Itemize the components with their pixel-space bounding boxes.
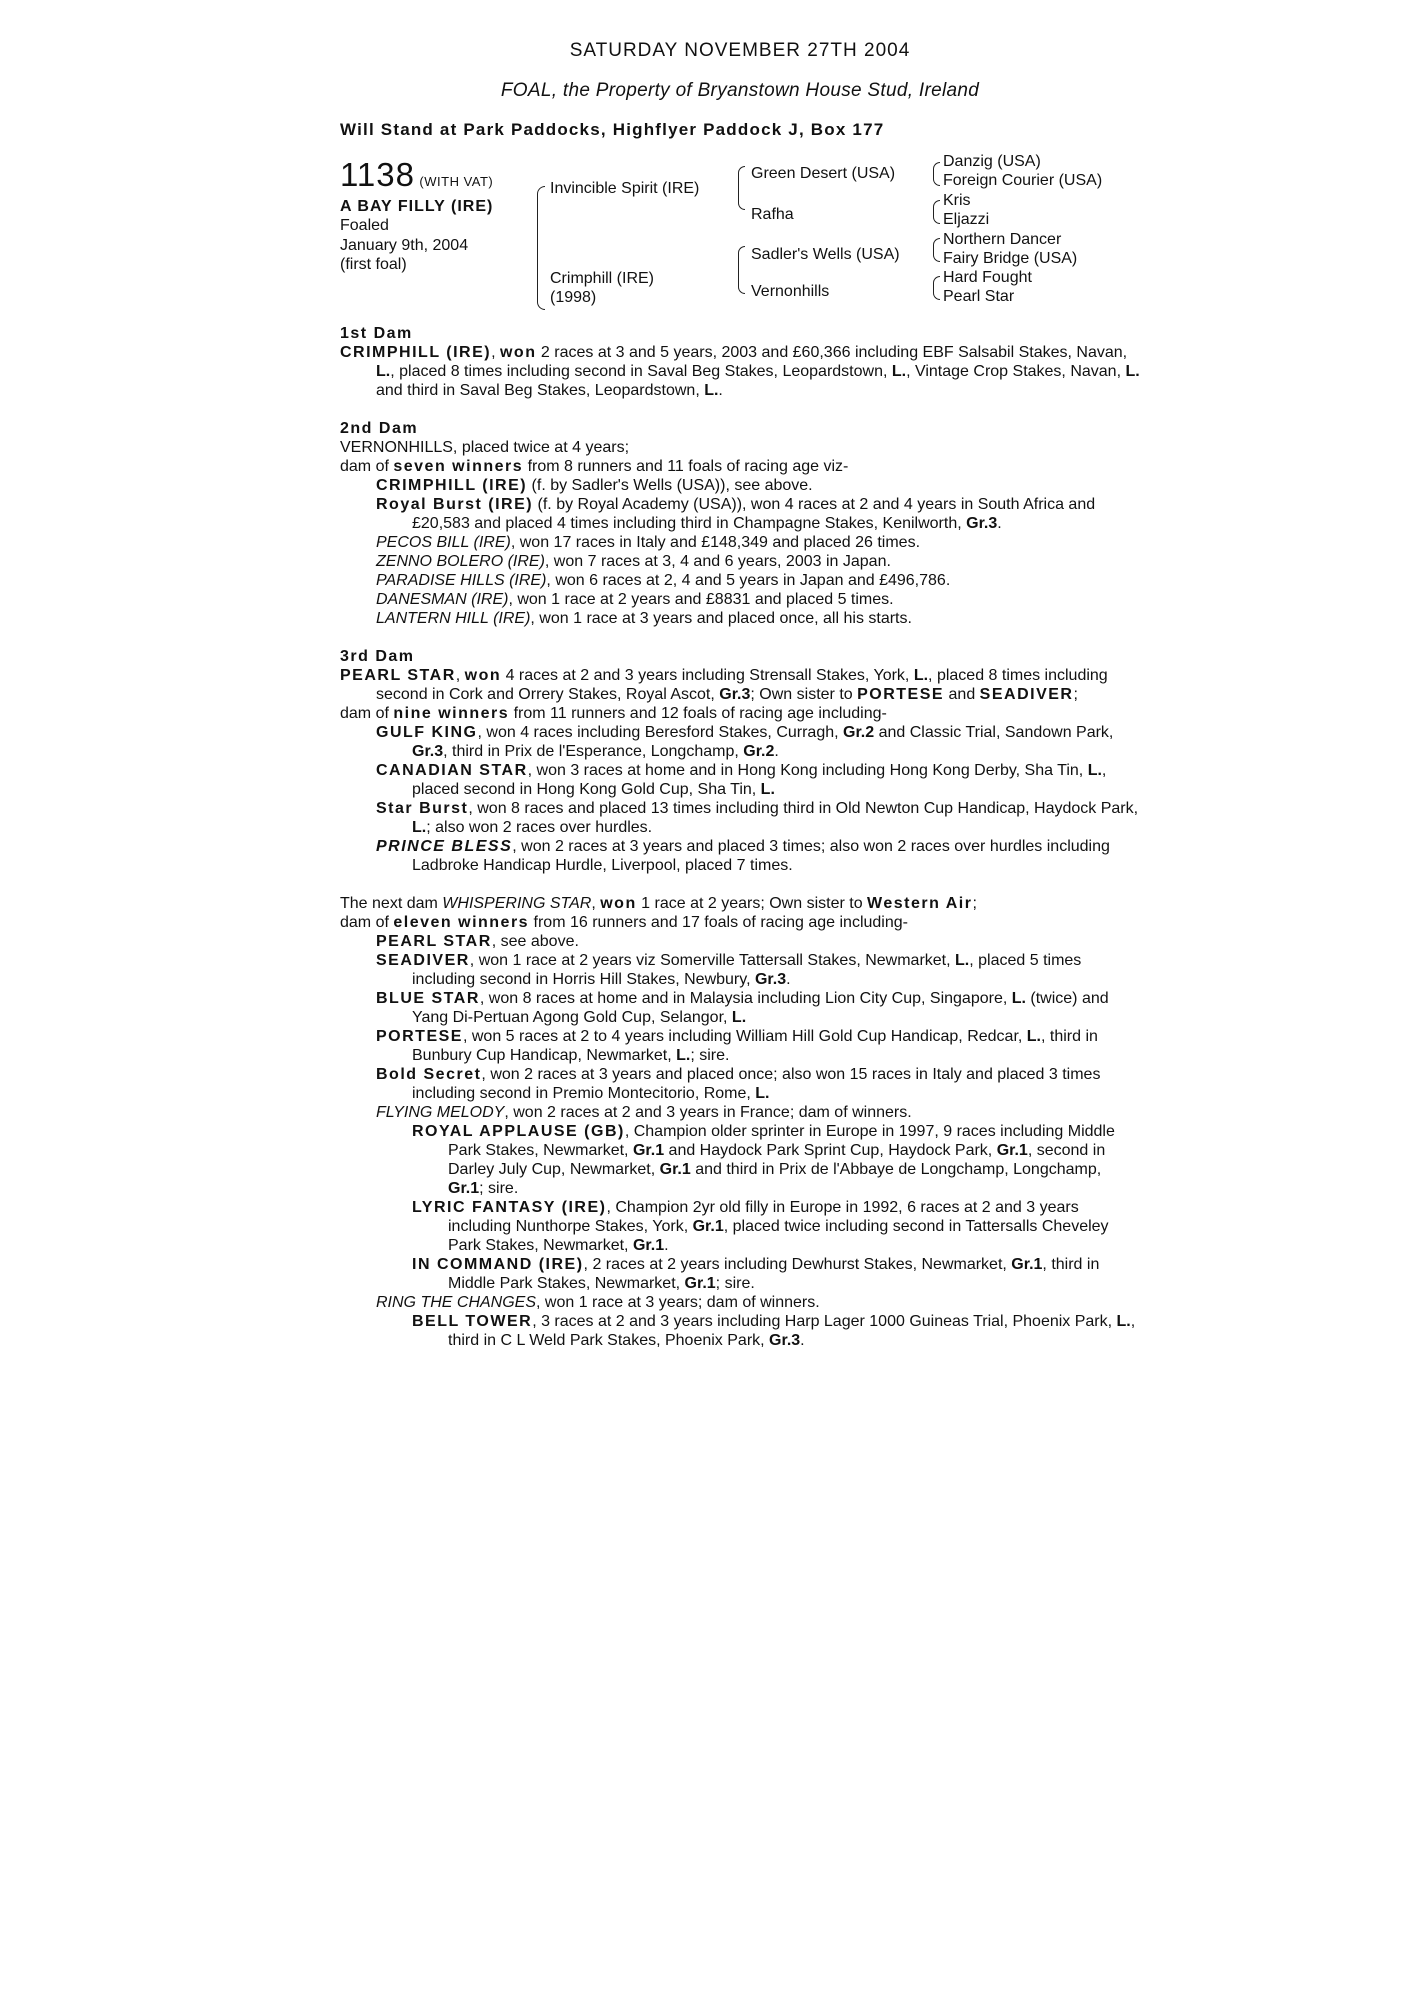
- entry-text: .: [664, 1237, 669, 1254]
- entry-text: , placed twice including second in Tattersalls Cheveley Park Stakes, Newmarket,: [448, 1218, 1109, 1254]
- produce-entry: [340, 552, 1140, 571]
- group-mark: Gr.1: [684, 1275, 716, 1292]
- entry-text: , won 5 races at 2 to 4 years including William Hill Gold Cup Handicap, Redcar,: [462, 1028, 1027, 1045]
- produce-entry: [340, 837, 1140, 875]
- horse-name: Bold Secret: [376, 1066, 482, 1083]
- listed-mark: L.: [913, 667, 929, 684]
- entry-text: dam of: [340, 705, 394, 722]
- horse-name: DANESMAN (IRE): [376, 591, 509, 608]
- entry-text: , won 7 races at 3, 4 and 6 years, 2003 in Japan.: [544, 553, 891, 570]
- produce-entry: [340, 476, 1140, 495]
- entry-text: , Champion 2yr old filly in Europe in 1992, 6 races at 2 and 3 years including Nunthorpe Stakes, York,: [448, 1199, 1079, 1235]
- pedigree-table: [340, 153, 1140, 318]
- produce-summary: [340, 704, 1140, 723]
- horse-name: PEARL STAR: [340, 667, 456, 684]
- entry-text: , see above.: [491, 933, 579, 950]
- listed-mark: L.: [376, 363, 391, 380]
- brace: [933, 162, 940, 186]
- dam-lines: [340, 324, 1140, 1350]
- dam-entry: PEARL STAR, won 4 races at 2 and 3 years including Strensall Stakes, York, L., placed 8 times including second in Cork and Orrery Stakes, Royal Ascot, Gr.3; Own sister to PORTESE and SEADIVER;: [340, 667, 1108, 703]
- entry-text: from 16 runners and 17 foals of racing age including-: [529, 914, 908, 931]
- horse-name: CRIMPHILL (IRE): [340, 344, 492, 361]
- catalogue-page: [340, 40, 1140, 1369]
- produce-entry: [340, 1103, 1140, 1122]
- horse-name: PORTESE: [857, 686, 945, 703]
- entry-text: ; sire.: [715, 1275, 755, 1292]
- horse-name: PARADISE HILLS (IRE): [376, 572, 547, 589]
- lot-description: A BAY FILLY (IRE): [340, 198, 494, 215]
- entry-text: , third in C L Weld Park Stakes, Phoenix Park,: [448, 1313, 1136, 1349]
- entry-text: , 2 races at 2 years including Dewhurst Stakes, Newmarket,: [583, 1256, 1012, 1273]
- dam-year: (1998): [550, 289, 597, 306]
- group-mark: Gr.3: [719, 686, 751, 703]
- entry-text: .: [718, 382, 723, 399]
- group-mark: Gr.3: [412, 743, 444, 760]
- entry-text: , won 1 race at 2 years and £8831 and placed 5 times.: [508, 591, 894, 608]
- entry-text: 2 races at 3 and 5 years, 2003 and £60,366 including EBF Salsabil Stakes, Navan,: [536, 344, 1128, 361]
- horse-name: WHISPERING STAR: [442, 895, 592, 912]
- listed-mark: L.: [891, 363, 907, 380]
- entry-text: .: [786, 971, 791, 988]
- sd-sire: Kris: [943, 192, 971, 209]
- horse-name: BELL TOWER: [412, 1313, 533, 1330]
- sire-dam: Rafha: [751, 206, 794, 223]
- entry-text: ; also won 2 races over hurdles.: [426, 819, 653, 836]
- sire-sire: Green Desert (USA): [751, 165, 896, 182]
- entry-text: , won 8 races at home and in Malaysia including Lion City Cup, Singapore,: [479, 990, 1012, 1007]
- horse-name: LANTERN HILL (IRE): [376, 610, 531, 627]
- group-mark: Gr.2: [843, 724, 875, 741]
- grandproduce-entry: [340, 1312, 1140, 1350]
- horse-name: GULF KING: [376, 724, 478, 741]
- entry-text: and: [944, 686, 980, 703]
- section-heading: 3rd Dam: [340, 648, 415, 665]
- produce-entry: [340, 609, 1140, 628]
- group-mark: Gr.1: [632, 1237, 665, 1254]
- group-mark: Gr.1: [1011, 1256, 1043, 1273]
- horse-name: PRINCE BLESS: [376, 838, 513, 855]
- brace: [738, 166, 745, 210]
- group-mark: Gr.1: [632, 1142, 665, 1159]
- produce-summary: [340, 457, 1140, 476]
- first-dam-section: [340, 324, 1140, 400]
- entry-text: The next dam: [340, 895, 443, 912]
- produce-entry: [340, 761, 1140, 799]
- entry-text: , won 8 races and placed 13 times including third in Old Newton Cup Handicap, Haydock Park,: [468, 800, 1139, 817]
- listed-mark: L.: [1125, 363, 1140, 380]
- entry-text: from 11 runners and 12 foals of racing age including-: [509, 705, 887, 722]
- entry-text: .: [774, 743, 779, 760]
- group-mark: Gr.1: [692, 1218, 724, 1235]
- third-dam-section: [340, 647, 1140, 875]
- entry-text: dam of: [340, 458, 394, 475]
- produce-entry: [340, 1065, 1140, 1103]
- brace: [933, 276, 940, 300]
- entry-text: , placed 8 times including second in Cork and Orrery Stakes, Royal Ascot,: [376, 667, 1108, 703]
- dam-entry: VERNONHILLS, placed twice at 4 years;: [340, 439, 630, 456]
- won-word: won: [600, 895, 637, 912]
- horse-name: LYRIC FANTASY (IRE): [412, 1199, 607, 1216]
- entry-text: ; sire.: [690, 1047, 730, 1064]
- group-mark: Gr.3: [966, 515, 998, 532]
- horse-name: PORTESE: [376, 1028, 463, 1045]
- listed-mark: L.: [731, 1009, 747, 1026]
- entry-text: ;: [1073, 686, 1078, 703]
- entry-text: , won 3 races at home and in Hong Kong including Hong Kong Derby, Sha Tin,: [527, 762, 1088, 779]
- ss-sire: Danzig (USA): [943, 153, 1041, 170]
- entry-text: , won 2 races at 3 years and placed once; also won 15 races in Italy and placed 3 times including second in Premio Montecitorio, Rome,: [412, 1066, 1101, 1102]
- dam-entry: [340, 894, 1140, 913]
- entry-text: , won 4 races including Beresford Stakes, Curragh,: [477, 724, 844, 741]
- dd-sire: Hard Fought: [943, 269, 1032, 286]
- horse-name: CRIMPHILL (IRE): [376, 477, 528, 494]
- entry-text: , 3 races at 2 and 3 years including Harp Lager 1000 Guineas Trial, Phoenix Park,: [532, 1313, 1117, 1330]
- horse-name: Star Burst: [376, 800, 469, 817]
- entry-text: , won 17 races in Italy and £148,349 and placed 26 times.: [510, 534, 921, 551]
- vat-note: (WITH VAT): [419, 174, 494, 189]
- horse-name: ZENNO BOLERO (IRE): [376, 553, 545, 570]
- produce-summary: [340, 913, 1140, 932]
- entry-text: ; sire.: [479, 1180, 519, 1197]
- dd-dam: Pearl Star: [943, 288, 1015, 305]
- ss-dam: Foreign Courier (USA): [943, 172, 1103, 189]
- brace: [738, 246, 745, 294]
- entry-text: ;: [972, 895, 977, 912]
- produce-entry: [340, 495, 1140, 533]
- horse-name: CANADIAN STAR: [376, 762, 528, 779]
- produce-entry: [340, 951, 1140, 989]
- listed-mark: L.: [1011, 990, 1026, 1007]
- produce-entry: [340, 932, 1140, 951]
- horse-name: FLYING MELODY: [376, 1104, 505, 1121]
- entry-text: (f. by Sadler's Wells (USA)), see above.: [527, 477, 813, 494]
- entry-text: ; Own sister to: [750, 686, 858, 703]
- entry-text: , won 1 race at 2 years viz Somerville Tattersall Stakes, Newmarket,: [469, 952, 956, 969]
- foal-property-line: FOAL, the Property of Bryanstown House Stud, Ireland: [500, 80, 980, 101]
- group-mark: Gr.1: [659, 1161, 691, 1178]
- listed-mark: L.: [1026, 1028, 1041, 1045]
- horse-name: RING THE CHANGES: [376, 1294, 537, 1311]
- grandproduce-entry: [340, 1198, 1140, 1255]
- sd-dam: Eljazzi: [943, 211, 990, 228]
- produce-entry: [340, 1293, 1140, 1312]
- entry-text: (f. by Royal Academy (USA)), won 4 races at 2 and 4 years in South Africa and £20,583 and placed 4 times including third in Champagne Stakes, Kenilworth,: [412, 496, 1096, 532]
- listed-mark: L.: [755, 1085, 770, 1102]
- listed-mark: L.: [412, 819, 427, 836]
- horse-name: IN COMMAND (IRE): [412, 1256, 584, 1273]
- sire: Invincible Spirit (IRE): [550, 180, 700, 197]
- foaled-date: January 9th, 2004: [340, 237, 469, 254]
- brace: [933, 200, 940, 224]
- dam: Crimphill (IRE): [550, 270, 654, 287]
- entry-text: and third in Prix de l'Abbaye de Longchamp, Longchamp,: [690, 1161, 1102, 1178]
- entry-text: .: [997, 515, 1002, 532]
- brace: [933, 238, 940, 262]
- stand-location: Will Stand at Park Paddocks, Highflyer Paddock J, Box 177: [340, 120, 885, 139]
- winners-count: eleven winners: [393, 914, 530, 931]
- dam-dam: Vernonhills: [751, 283, 830, 300]
- group-mark: Gr.1: [996, 1142, 1028, 1159]
- winners-count: seven winners: [393, 458, 524, 475]
- entry-text: (twice) and Yang Di-Pertuan Agong Gold Cup, Selangor,: [412, 990, 1109, 1026]
- second-dam-section: [340, 419, 1140, 628]
- lot-number: 1138: [340, 156, 415, 193]
- won-word: won: [499, 344, 537, 361]
- entry-text: , Champion older sprinter in Europe in 1997, 9 races including Middle Park Stakes, Newmarket,: [448, 1123, 1115, 1159]
- entry-text: and Haydock Park Sprint Cup, Haydock Park,: [664, 1142, 997, 1159]
- produce-entry: [340, 571, 1140, 590]
- entry-text: and third in Saval Beg Stakes, Leopardstown,: [376, 382, 705, 399]
- listed-mark: L.: [1087, 762, 1102, 779]
- dam-sire: Sadler's Wells (USA): [751, 246, 900, 263]
- entry-text: , third in Bunbury Cup Handicap, Newmarket,: [412, 1028, 1098, 1064]
- dam-entry: CRIMPHILL (IRE), won 2 races at 3 and 5 years, 2003 and £60,366 including EBF Salsabil Stakes, Navan, L., placed 8 times including second in Saval Beg Stakes, Leopardstown, L., Vintage Crop Stakes, Navan, L. and third in Saval Beg Stakes, Leopardstown, L..: [340, 344, 1140, 399]
- entry-text: .: [800, 1332, 805, 1349]
- entry-text: and Classic Trial, Sandown Park,: [874, 724, 1114, 741]
- entry-text: , won 2 races at 2 and 3 years in France; dam of winners.: [504, 1104, 912, 1121]
- sale-date: SATURDAY NOVEMBER 27TH 2004: [569, 40, 911, 61]
- lot-heading: [340, 156, 493, 194]
- produce-entry: [340, 723, 1140, 761]
- grandproduce-entry: [340, 1122, 1140, 1198]
- entry-text: , placed 5 times including second in Horris Hill Stakes, Newbury,: [412, 952, 1082, 988]
- produce-entry: [340, 1027, 1140, 1065]
- entry-text: , third in Middle Park Stakes, Newmarket,: [448, 1256, 1100, 1292]
- grandproduce-entry: [340, 1255, 1140, 1293]
- horse-name: PECOS BILL (IRE): [376, 534, 511, 551]
- group-mark: Gr.3: [754, 971, 787, 988]
- entry-text: , placed second in Hong Kong Gold Cup, Sha Tin,: [412, 762, 1107, 798]
- produce-entry: [340, 533, 1140, 552]
- ds-dam: Fairy Bridge (USA): [943, 250, 1078, 267]
- brace: [537, 186, 545, 310]
- entry-text: , won 2 races at 3 years and placed 3 times; also won 2 races over hurdles including Ladbroke Handicap Hurdle, Liverpool, placed 7 times.: [412, 838, 1110, 874]
- entry-text: , second in Darley July Cup, Newmarket,: [448, 1142, 1106, 1178]
- entry-text: , Vintage Crop Stakes, Navan,: [906, 363, 1126, 380]
- entry-text: , placed 8 times including second in Saval Beg Stakes, Leopardstown,: [390, 363, 892, 380]
- first-foal-note: (first foal): [340, 256, 407, 273]
- ds-sire: Northern Dancer: [943, 231, 1062, 248]
- entry-text: , won 6 races at 2, 4 and 5 years in Japan and £496,786.: [546, 572, 951, 589]
- entry-text: from 8 runners and 11 foals of racing age viz-: [523, 458, 849, 475]
- entry-text: 1 race at 2 years; Own sister to: [636, 895, 868, 912]
- horse-name: Western Air: [867, 895, 973, 912]
- foaled-label: Foaled: [340, 217, 389, 234]
- entry-text: , third in Prix de l'Esperance, Longchamp,: [443, 743, 744, 760]
- horse-name: SEADIVER: [979, 686, 1074, 703]
- listed-mark: L.: [955, 952, 970, 969]
- listed-mark: L.: [704, 382, 719, 399]
- group-mark: Gr.3: [769, 1332, 801, 1349]
- entry-text: ,: [591, 895, 601, 912]
- horse-name: ROYAL APPLAUSE (GB): [412, 1123, 625, 1140]
- section-heading: 2nd Dam: [340, 420, 419, 437]
- listed-mark: L.: [676, 1047, 691, 1064]
- next-dam-section: [340, 894, 1140, 1350]
- produce-entry: [340, 590, 1140, 609]
- group-mark: Gr.2: [743, 743, 775, 760]
- horse-name: BLUE STAR: [376, 990, 480, 1007]
- horse-name: Royal Burst (IRE): [376, 496, 534, 513]
- winners-count: nine winners: [393, 705, 510, 722]
- listed-mark: L.: [760, 781, 775, 798]
- entry-text: dam of: [340, 914, 394, 931]
- entry-text: 4 races at 2 and 3 years including Strensall Stakes, York,: [501, 667, 914, 684]
- produce-entry: [340, 799, 1140, 837]
- entry-text: , won 1 race at 3 years; dam of winners.: [536, 1294, 820, 1311]
- group-mark: Gr.1: [448, 1180, 480, 1197]
- horse-name: SEADIVER: [376, 952, 470, 969]
- listed-mark: L.: [1116, 1313, 1131, 1330]
- horse-name: PEARL STAR: [376, 933, 492, 950]
- won-word: won: [464, 667, 502, 684]
- section-heading: 1st Dam: [340, 325, 413, 342]
- entry-text: , won 1 race at 3 years and placed once, all his starts.: [530, 610, 912, 627]
- produce-entry: [340, 989, 1140, 1027]
